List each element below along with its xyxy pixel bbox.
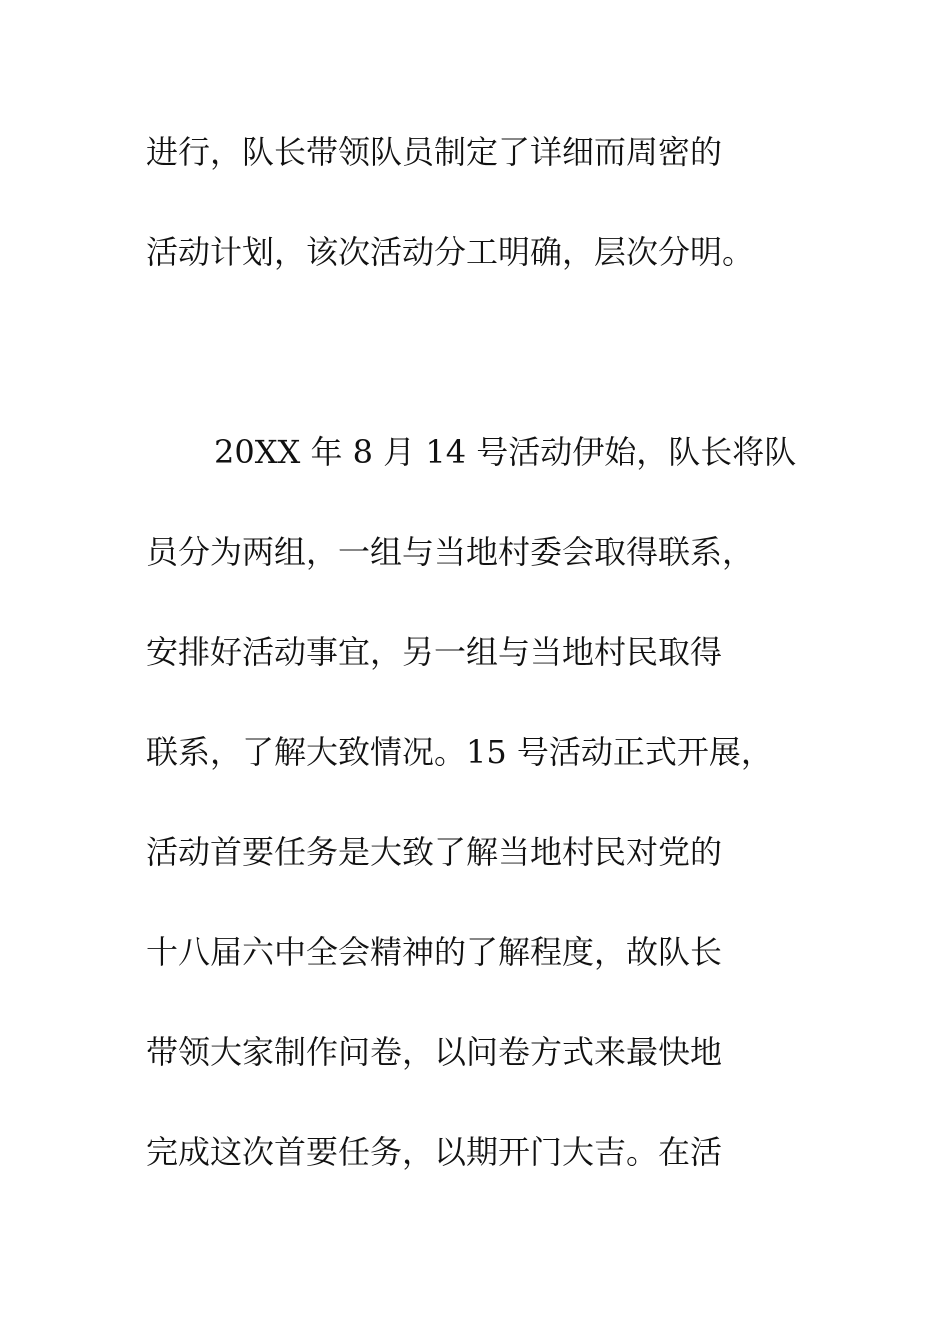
text-line: 20XX 年 8 月 14 号活动伊始，队长将队: [214, 433, 797, 471]
text-line: 带领大家制作问卷，以问卷方式来最快地: [146, 1033, 723, 1071]
text-line: 活动计划，该次活动分工明确，层次分明。: [146, 233, 755, 271]
text-line: 联系，了解大致情况。15 号活动正式开展，: [146, 733, 773, 771]
text-line: 完成这次首要任务，以期开门大吉。在活: [146, 1133, 723, 1171]
text-line: 员分为两组，一组与当地村委会取得联系，: [146, 533, 755, 571]
text-line: 安排好活动事宜，另一组与当地村民取得: [146, 633, 723, 671]
text-line: 进行，队长带领队员制定了详细而周密的: [146, 133, 723, 171]
text-line: 活动首要任务是大致了解当地村民对党的: [146, 833, 723, 871]
text-line: 十八届六中全会精神的了解程度，故队长: [146, 933, 723, 971]
